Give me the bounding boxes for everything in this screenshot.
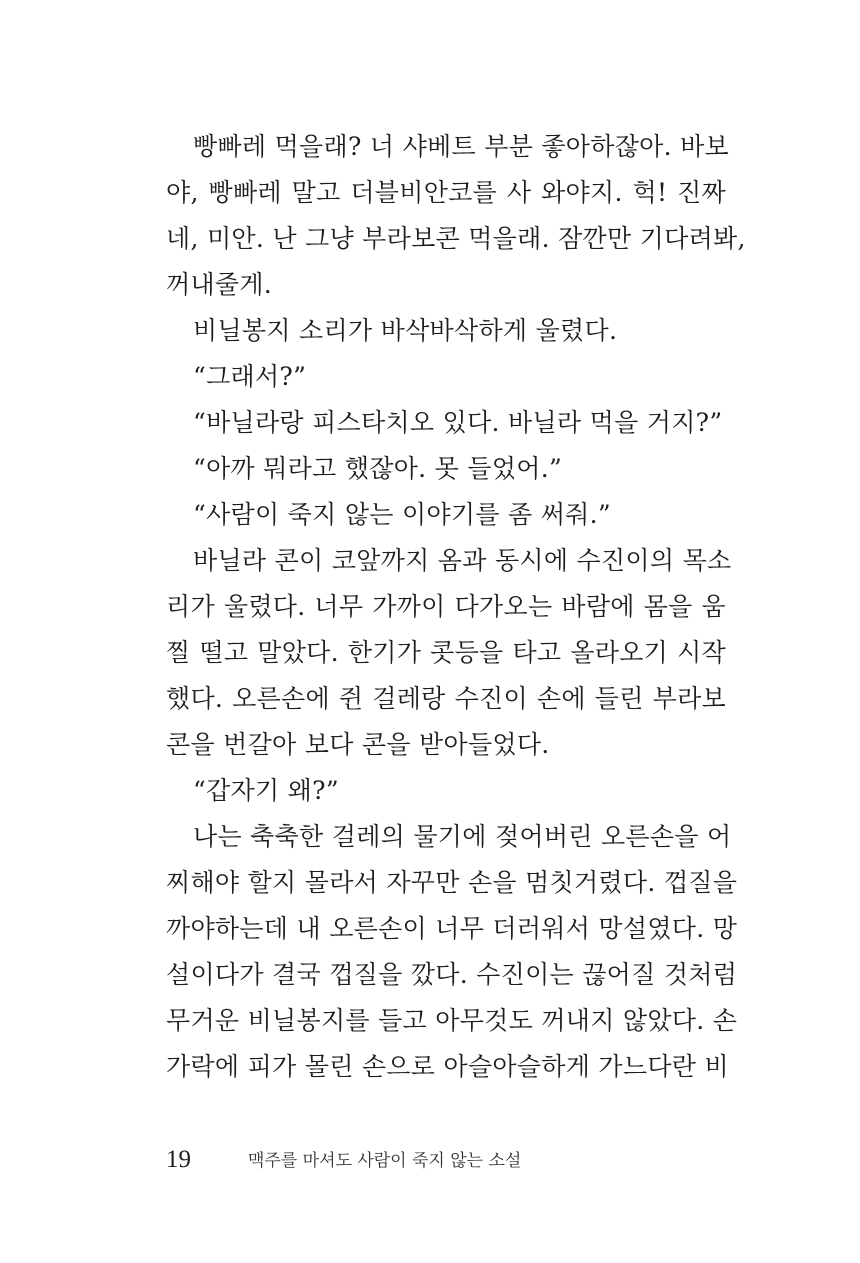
text-line: “아까 뭐라고 했잖아. 못 들었어.”: [193, 454, 563, 483]
text-line: 야, 빵빠레 말고 더블비안코를 사 와야지. 헉! 진짜: [166, 178, 726, 207]
text-line: “사람이 죽지 않는 이야기를 좀 써줘.”: [193, 500, 611, 529]
text-line: “바닐라랑 피스타치오 있다. 바닐라 먹을 거지?”: [193, 408, 723, 437]
text-line: 까야하는데 내 오른손이 너무 더러워서 망설였다. 망: [166, 914, 738, 943]
text-line: 네, 미안. 난 그냥 부라보콘 먹을래. 잠깐만 기다려봐,: [166, 224, 746, 253]
page-number: 19: [166, 1146, 191, 1173]
text-line: “그래서?”: [193, 362, 307, 391]
text-line: 무거운 비닐봉지를 들고 아무것도 꺼내지 않았다. 손: [166, 1006, 738, 1035]
text-line: “갑자기 왜?”: [193, 776, 339, 805]
text-line: 찔 떨고 말았다. 한기가 콧등을 타고 올라오기 시작: [166, 638, 726, 667]
text-line: 콘을 번갈아 보다 콘을 받아들었다.: [166, 730, 550, 759]
text-line: 나는 축축한 걸레의 물기에 젖어버린 오른손을 어: [193, 822, 732, 851]
text-line: 찌해야 할지 몰라서 자꾸만 손을 멈칫거렸다. 껍질을: [166, 868, 738, 897]
running-book-title: 맥주를 마셔도 사람이 죽지 않는 소설: [248, 1151, 522, 1171]
text-line: 바닐라 콘이 코앞까지 옴과 동시에 수진이의 목소: [193, 546, 732, 575]
text-line: 설이다가 결국 껍질을 깠다. 수진이는 끊어질 것처럼: [166, 960, 738, 989]
text-line: 리가 울렸다. 너무 가까이 다가오는 바람에 몸을 움: [166, 592, 726, 621]
text-line: 꺼내줄게.: [166, 270, 273, 299]
text-line: 빵빠레 먹을래? 너 샤베트 부분 좋아하잖아. 바보: [193, 132, 729, 161]
text-line: 비닐봉지 소리가 바삭바삭하게 울렸다.: [193, 316, 618, 345]
text-line: 했다. 오른손에 쥔 걸레랑 수진이 손에 들린 부라보: [166, 684, 726, 713]
text-line: 가락에 피가 몰린 손으로 아슬아슬하게 가느다란 비: [166, 1052, 729, 1081]
